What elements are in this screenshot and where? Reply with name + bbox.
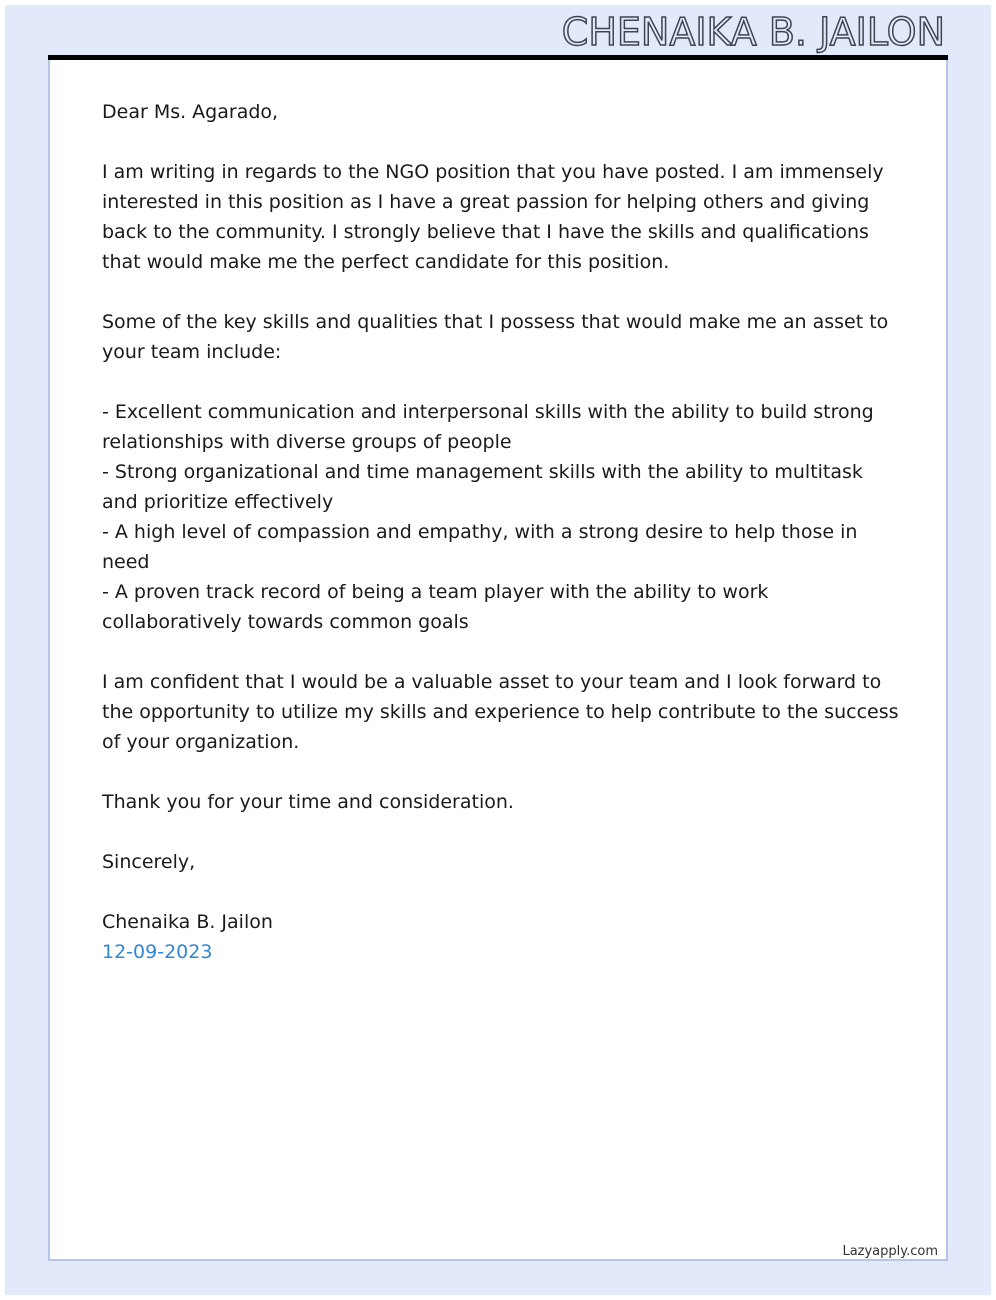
signature-name: Chenaika B. Jailon — [102, 911, 273, 933]
closing-paragraph: I am confident that I would be a valuable asset to your team and I look forward to the opportunity to utilize my skills and experience to help contribute to the success of your organization. — [102, 671, 899, 753]
skill-item: - A proven track record of being a team player with the ability to work collaboratively towards common goals — [102, 581, 769, 633]
skill-item: - Strong organizational and time management skills with the ability to multitask and prioritize effectively — [102, 461, 863, 513]
skill-item: - A high level of compassion and empathy, with a strong desire to help those in need — [102, 521, 858, 573]
skills-list — [102, 397, 902, 637]
salutation: Dear Ms. Agarado, — [102, 101, 279, 123]
thanks-line: Thank you for your time and consideration. — [102, 791, 514, 813]
letter-page — [48, 60, 948, 1261]
letter-body — [102, 97, 902, 967]
footer-credit: Lazyapply.com — [842, 1244, 938, 1259]
intro-paragraph: I am writing in regards to the NGO position that you have posted. I am immensely interested in this position as I have a great passion for helping others and giving back to the community. I strongly believe that I have the skills and qualifications that would make me the perfect candidate for this position. — [102, 161, 884, 273]
applicant-name-header: CHENAIKA B. JAILON — [561, 10, 945, 54]
skill-item: - Excellent communication and interpersonal skills with the ability to build strong relationships with diverse groups of people — [102, 401, 874, 453]
skills-intro-paragraph: Some of the key skills and qualities that I possess that would make me an asset to your team include: — [102, 311, 889, 363]
letter-date: 12-09-2023 — [102, 941, 213, 963]
sign-off: Sincerely, — [102, 851, 196, 873]
